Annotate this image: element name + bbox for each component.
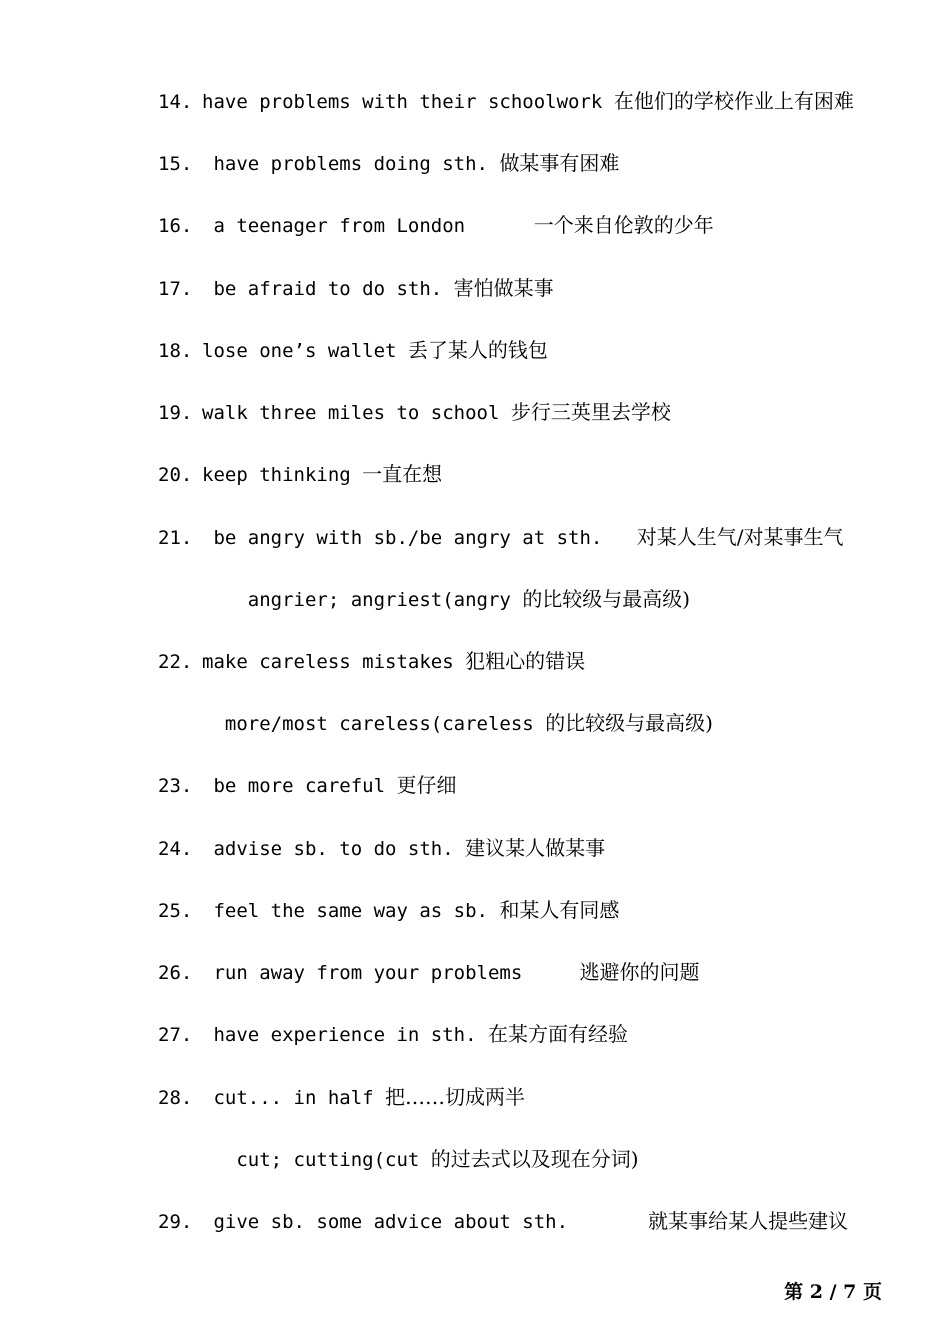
english-phrase: have problems with their schoolwork [202, 91, 603, 113]
chinese-translation: 逃避你的问题 [579, 960, 700, 984]
item-number: 22. [158, 651, 193, 673]
english-phrase: give sb. some advice about sth. [202, 1211, 637, 1233]
chinese-translation: 建议某人做某事 [465, 836, 606, 860]
chinese-translation: 更仔细 [396, 773, 457, 797]
page-number: 第 2 / 7 页 [784, 1281, 882, 1303]
vocab-subline-28 [158, 1147, 639, 1172]
vocab-line-23 [158, 773, 456, 798]
english-phrase: angrier; angriest(angry [202, 589, 511, 611]
chinese-translation: 的过去式以及现在分词) [430, 1147, 639, 1171]
english-phrase: lose one’s wallet [202, 340, 397, 362]
chinese-translation: 犯粗心的错误 [465, 649, 586, 673]
vocab-line-19 [158, 400, 671, 425]
chinese-translation: 做某事有困难 [499, 151, 620, 175]
item-number: 25. [158, 900, 193, 922]
english-phrase: feel the same way as sb. [202, 900, 488, 922]
english-phrase: advise sb. to do sth. [202, 838, 454, 860]
vocab-line-22 [158, 649, 585, 674]
vocab-line-26 [158, 960, 700, 985]
chinese-translation: 在他们的学校作业上有困难 [613, 89, 854, 113]
item-number: 14. [158, 91, 193, 113]
english-phrase: be angry with sb./be angry at sth. [202, 527, 626, 549]
item-number: 28. [158, 1087, 193, 1109]
english-phrase: make careless mistakes [202, 651, 454, 673]
item-number: 23. [158, 775, 193, 797]
chinese-translation: 就某事给某人提些建议 [648, 1209, 849, 1233]
item-number: 27. [158, 1024, 193, 1046]
chinese-translation: 害怕做某事 [453, 276, 554, 300]
english-phrase: be more careful [202, 775, 386, 797]
vocab-subline-21 [158, 587, 690, 612]
item-number: 19. [158, 402, 193, 424]
chinese-translation: 一个来自伦敦的少年 [533, 213, 714, 237]
english-phrase: have experience in sth. [202, 1024, 477, 1046]
item-number: 21. [158, 527, 193, 549]
english-phrase: a teenager from London [202, 215, 523, 237]
item-number: 18. [158, 340, 193, 362]
english-phrase: be afraid to do sth. [202, 278, 443, 300]
chinese-translation: 把……切成两半 [385, 1085, 526, 1109]
english-phrase: more/most careless(careless [202, 713, 534, 735]
vocab-line-20 [158, 462, 442, 487]
item-number: 15. [158, 153, 193, 175]
vocab-line-17 [158, 276, 554, 301]
item-number: 24. [158, 838, 193, 860]
chinese-translation: 的比较级与最高级) [522, 587, 691, 611]
vocab-line-24 [158, 836, 605, 861]
english-phrase: have problems doing sth. [202, 153, 488, 175]
english-phrase: cut... in half [202, 1087, 374, 1109]
chinese-translation: 和某人有同感 [499, 898, 620, 922]
english-phrase: walk three miles to school [202, 402, 500, 424]
chinese-translation: 对某人生气/对某事生气 [636, 525, 844, 549]
chinese-translation: 的比较级与最高级) [545, 711, 713, 735]
item-number: 20. [158, 464, 193, 486]
vocab-subline-22 [158, 711, 713, 736]
chinese-translation: 一直在想 [362, 462, 443, 486]
vocab-line-21 [158, 525, 843, 550]
item-number: 17. [158, 278, 193, 300]
english-phrase: keep thinking [202, 464, 351, 486]
vocab-line-27 [158, 1022, 628, 1047]
vocab-line-29 [158, 1209, 848, 1234]
english-phrase: cut; cutting(cut [202, 1149, 420, 1171]
item-number: 26. [158, 962, 193, 984]
vocab-line-16 [158, 213, 714, 238]
chinese-translation: 丢了某人的钱包 [407, 338, 548, 362]
chinese-translation: 步行三英里去学校 [510, 400, 671, 424]
vocab-line-28 [158, 1085, 525, 1110]
english-phrase: run away from your problems [202, 962, 569, 984]
item-number: 16. [158, 215, 193, 237]
vocab-line-18 [158, 338, 548, 363]
vocab-line-25 [158, 898, 619, 923]
vocab-line-14 [158, 89, 854, 114]
vocab-line-15 [158, 151, 619, 176]
chinese-translation: 在某方面有经验 [488, 1022, 628, 1046]
item-number: 29. [158, 1211, 193, 1233]
